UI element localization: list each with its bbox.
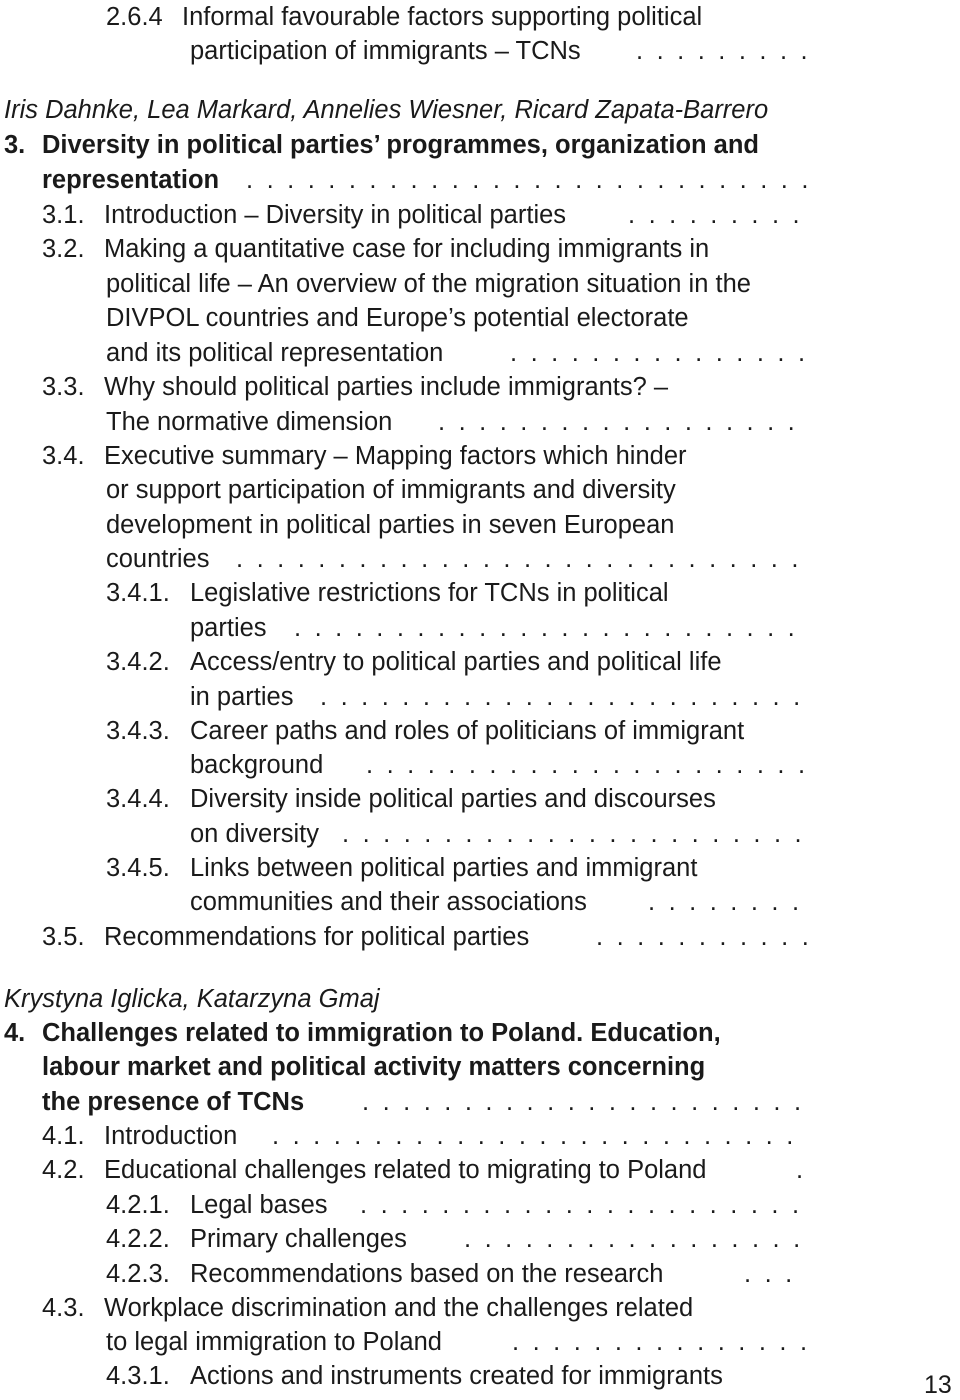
entry-title-line: DIVPOL countries and Europe’s potential electorate: [106, 304, 689, 332]
entry-title-line: the presence of TCNs: [42, 1088, 305, 1116]
entry-title-line: Career paths and roles of politicians of immigrant: [190, 717, 745, 745]
entry-title-line: Diversity inside political parties and discourses: [190, 785, 716, 813]
entry-title-line: Recommendations based on the research: [190, 1260, 664, 1288]
entry-title-line: Challenges related to immigration to Poland. Education,: [42, 1019, 721, 1047]
entry-number: 3.4.5.: [106, 854, 170, 882]
page-number: 13: [924, 1371, 952, 1399]
dot-leader: [294, 611, 808, 645]
dot-leader: [464, 1222, 808, 1256]
dot-leader: [512, 1325, 808, 1359]
entry-title-line: countries: [106, 545, 210, 573]
entry-number: 4.1.: [42, 1122, 85, 1150]
dot-leader: [366, 748, 808, 782]
dot-leader: [362, 1085, 808, 1119]
dot-leader: [628, 198, 808, 232]
entry-title-line: Workplace discrimination and the challenges related: [104, 1294, 694, 1322]
chapter-authors: Krystyna Iglicka, Katarzyna Gmaj: [4, 985, 380, 1013]
entry-title-line: and its political representation: [106, 339, 444, 367]
entry-number: 4.3.: [42, 1294, 85, 1322]
entry-title-line: Actions and instruments created for immigrants: [190, 1362, 723, 1390]
entry-title-line: participation of immigrants – TCNs: [190, 37, 581, 65]
entry-number: 3.4.1.: [106, 579, 170, 607]
entry-title-line: development in political parties in seven European: [106, 511, 675, 539]
entry-title-line: on diversity: [190, 820, 319, 848]
entry-number: 3.: [4, 131, 26, 159]
dot-leader: [510, 336, 808, 370]
entry-title-line: communities and their associations: [190, 888, 587, 916]
entry-number: 4.2.3.: [106, 1260, 170, 1288]
dot-leader: [596, 920, 808, 954]
entry-title-line: representation: [42, 166, 220, 194]
chapter-authors: Iris Dahnke, Lea Markard, Annelies Wiesner, Ricard Zapata-Barrero: [4, 96, 769, 124]
entry-title-line: or support participation of immigrants and diversity: [106, 476, 676, 504]
dot-leader: [342, 817, 808, 851]
dot-leader: [648, 885, 808, 919]
entry-title-line: Diversity in political parties’ programmes, organization and: [42, 131, 760, 159]
entry-title-line: Educational challenges related to migrating to Poland: [104, 1156, 707, 1184]
entry-number: 4.2.2.: [106, 1225, 170, 1253]
dot-leader: [796, 1153, 810, 1187]
entry-title-line: to legal immigration to Poland: [106, 1328, 442, 1356]
entry-title-line: labour market and political activity matters concerning: [42, 1053, 706, 1081]
entry-title-line: Introduction – Diversity in political parties: [104, 201, 567, 229]
entry-number: 3.1.: [42, 201, 85, 229]
entry-title-line: Executive summary – Mapping factors which hinder: [104, 442, 687, 470]
entry-title-line: Links between political parties and immigrant: [190, 854, 698, 882]
entry-number: 4.2.1.: [106, 1191, 170, 1219]
entry-number: 3.4.2.: [106, 648, 170, 676]
dot-leader: [320, 680, 808, 714]
entry-number: 3.4.3.: [106, 717, 170, 745]
dot-leader: [236, 542, 808, 576]
entry-title-line: Introduction: [104, 1122, 238, 1150]
entry-number: 3.2.: [42, 235, 85, 263]
entry-title-line: background: [190, 751, 324, 779]
dot-leader: [636, 34, 808, 68]
entry-number: 3.3.: [42, 373, 85, 401]
entry-title-line: parties: [190, 614, 267, 642]
entry-title-line: Legislative restrictions for TCNs in political: [190, 579, 669, 607]
entry-title-line: Legal bases: [190, 1191, 328, 1219]
entry-title-line: in parties: [190, 683, 294, 711]
dot-leader: [360, 1188, 808, 1222]
entry-number: 4.3.1.: [106, 1362, 170, 1390]
dot-leader: [744, 1257, 808, 1291]
entry-title-line: Primary challenges: [190, 1225, 407, 1253]
entry-number: 4.2.: [42, 1156, 85, 1184]
entry-number: 4.: [4, 1019, 26, 1047]
entry-number: 3.5.: [42, 923, 85, 951]
dot-leader: [246, 163, 812, 197]
entry-number: 2.6.4: [106, 3, 163, 31]
entry-title-line: Making a quantitative case for including immigrants in: [104, 235, 710, 263]
entry-number: 3.4.: [42, 442, 85, 470]
entry-title-line: Informal favourable factors supporting political: [182, 3, 703, 31]
entry-number: 3.4.4.: [106, 785, 170, 813]
entry-title-line: Recommendations for political parties: [104, 923, 530, 951]
entry-title-line: Access/entry to political parties and political life: [190, 648, 722, 676]
dot-leader: [438, 405, 808, 439]
dot-leader: [272, 1119, 808, 1153]
entry-title-line: Why should political parties include immigrants? –: [104, 373, 669, 401]
entry-title-line: political life – An overview of the migration situation in the: [106, 270, 751, 298]
entry-title-line: The normative dimension: [106, 408, 393, 436]
